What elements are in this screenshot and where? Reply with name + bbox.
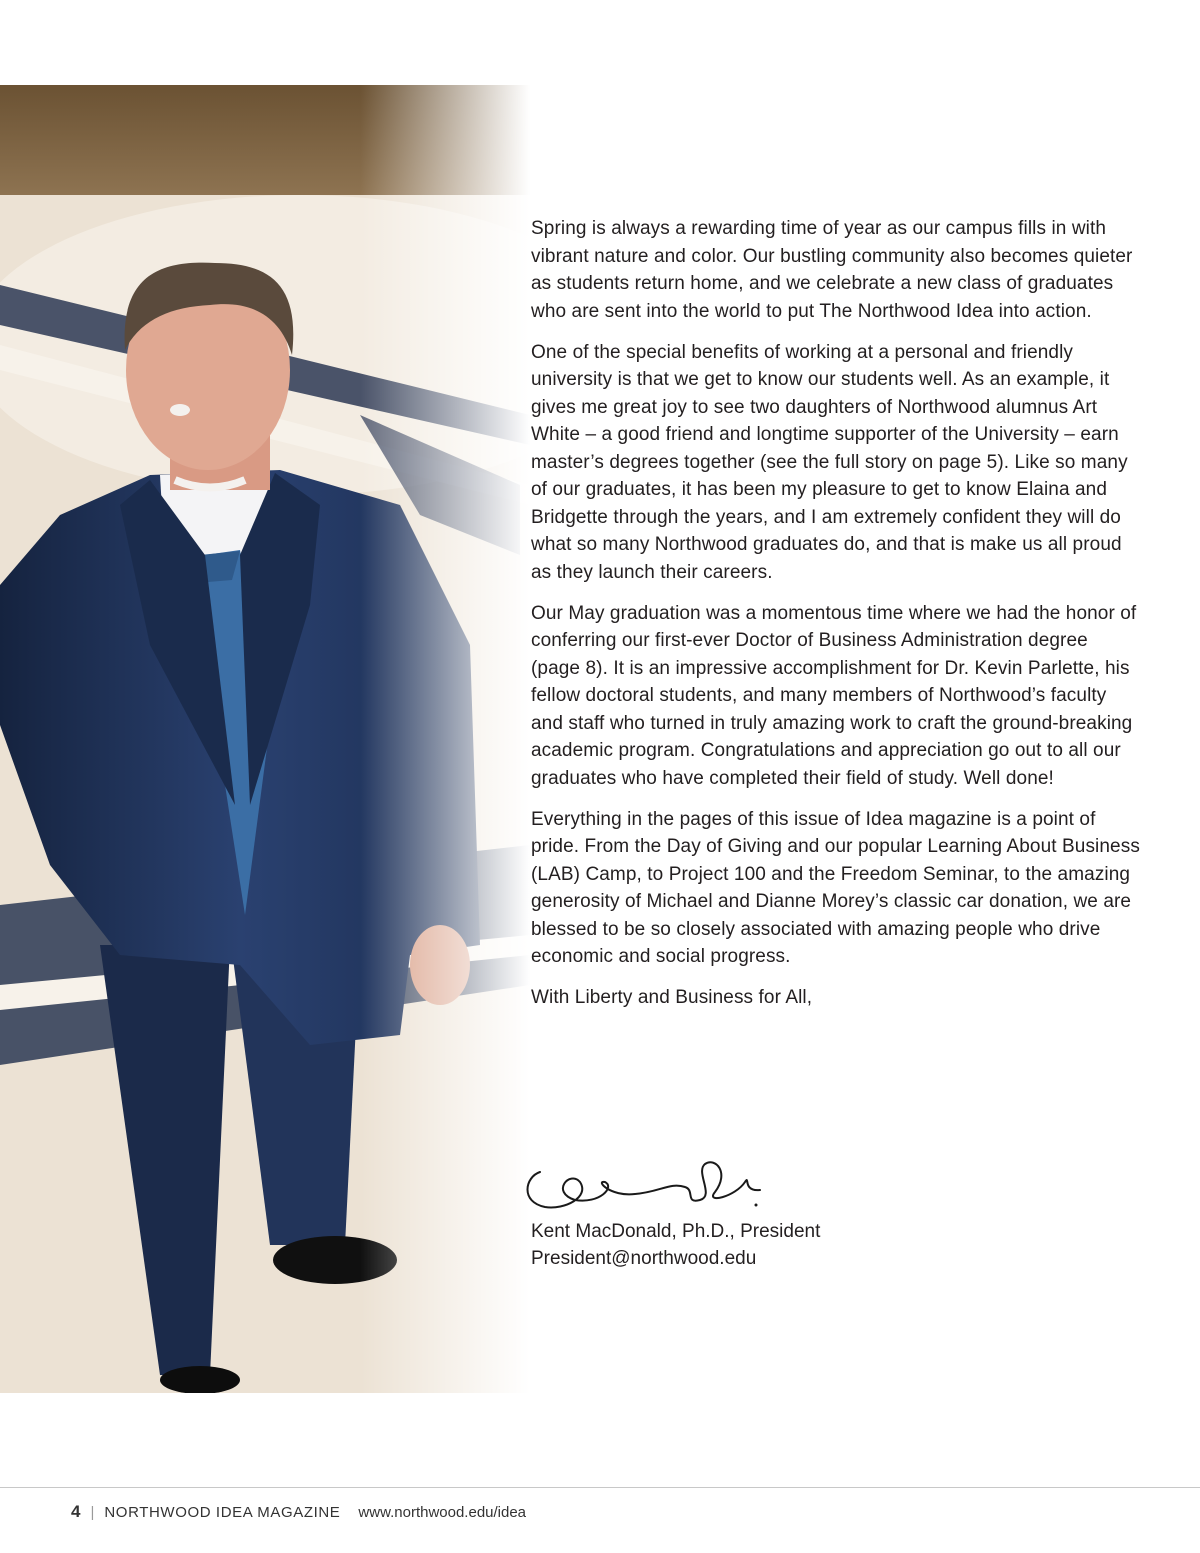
handwritten-signature bbox=[520, 1152, 770, 1214]
letter-paragraph: One of the special benefits of working at a personal and friendly university is that we get to know our students well. As an example, it gives me great joy to see two daughters of Northwood alumnus Art White – a good friend and longtime supporter of the University – earn master’s degrees together (see the full story on page 5). Like so many of our graduates, it has been my pleasure to get to know Elaina and Bridgette through the years, and I am extremely confident they will do what so many Northwood graduates do, and that is make us all proud as they launch their careers. bbox=[531, 341, 1128, 583]
page-footer bbox=[71, 1500, 526, 1524]
signer-name: Kent MacDonald, Ph.D., President bbox=[531, 1221, 821, 1242]
letter-paragraph: Everything in the pages of this issue of Idea magazine is a point of pride. From the Day of Giving and our popular Learning About Business (LAB) Camp, to Project 100 and the Freedom Seminar, to the amazing generosity of Michael and Dianne Morey’s classic car donation, we are blessed to be so closely associated with amazing people who drive economic and social progress. bbox=[531, 808, 1140, 967]
letter-paragraph: Spring is always a rewarding time of year as our campus fills in with vibrant nature and color. Our bustling community also becomes quieter as students return home, and we celebrate a new class of graduates who are sent into the world to put The Northwood Idea into action. bbox=[531, 218, 1133, 322]
footer-divider bbox=[0, 1487, 1200, 1488]
letter-closing: With Liberty and Business for All, bbox=[531, 987, 813, 1008]
footer-separator: | bbox=[90, 1503, 95, 1521]
page-number: 4 bbox=[71, 1502, 81, 1521]
president-photo bbox=[0, 85, 530, 1393]
signer-email: President@northwood.edu bbox=[531, 1248, 757, 1269]
signature-block bbox=[531, 1218, 820, 1272]
president-letter bbox=[531, 215, 1141, 1025]
magazine-url: www.northwood.edu/idea bbox=[358, 1503, 527, 1521]
magazine-name: NORTHWOOD IDEA MAGAZINE bbox=[104, 1503, 341, 1521]
letter-paragraph: Our May graduation was a momentous time where we had the honor of conferring our first-ever Doctor of Business Administration degree (page 8). It is an impressive accomplishment for Dr. Kevin Parlette, his fellow doctoral students, and many members of Northwood’s faculty and staff who turned in truly amazing work to craft the ground-breaking academic program. Congratulations and appreciation go out to all our graduates who have completed their field of study. Well done! bbox=[531, 602, 1137, 789]
